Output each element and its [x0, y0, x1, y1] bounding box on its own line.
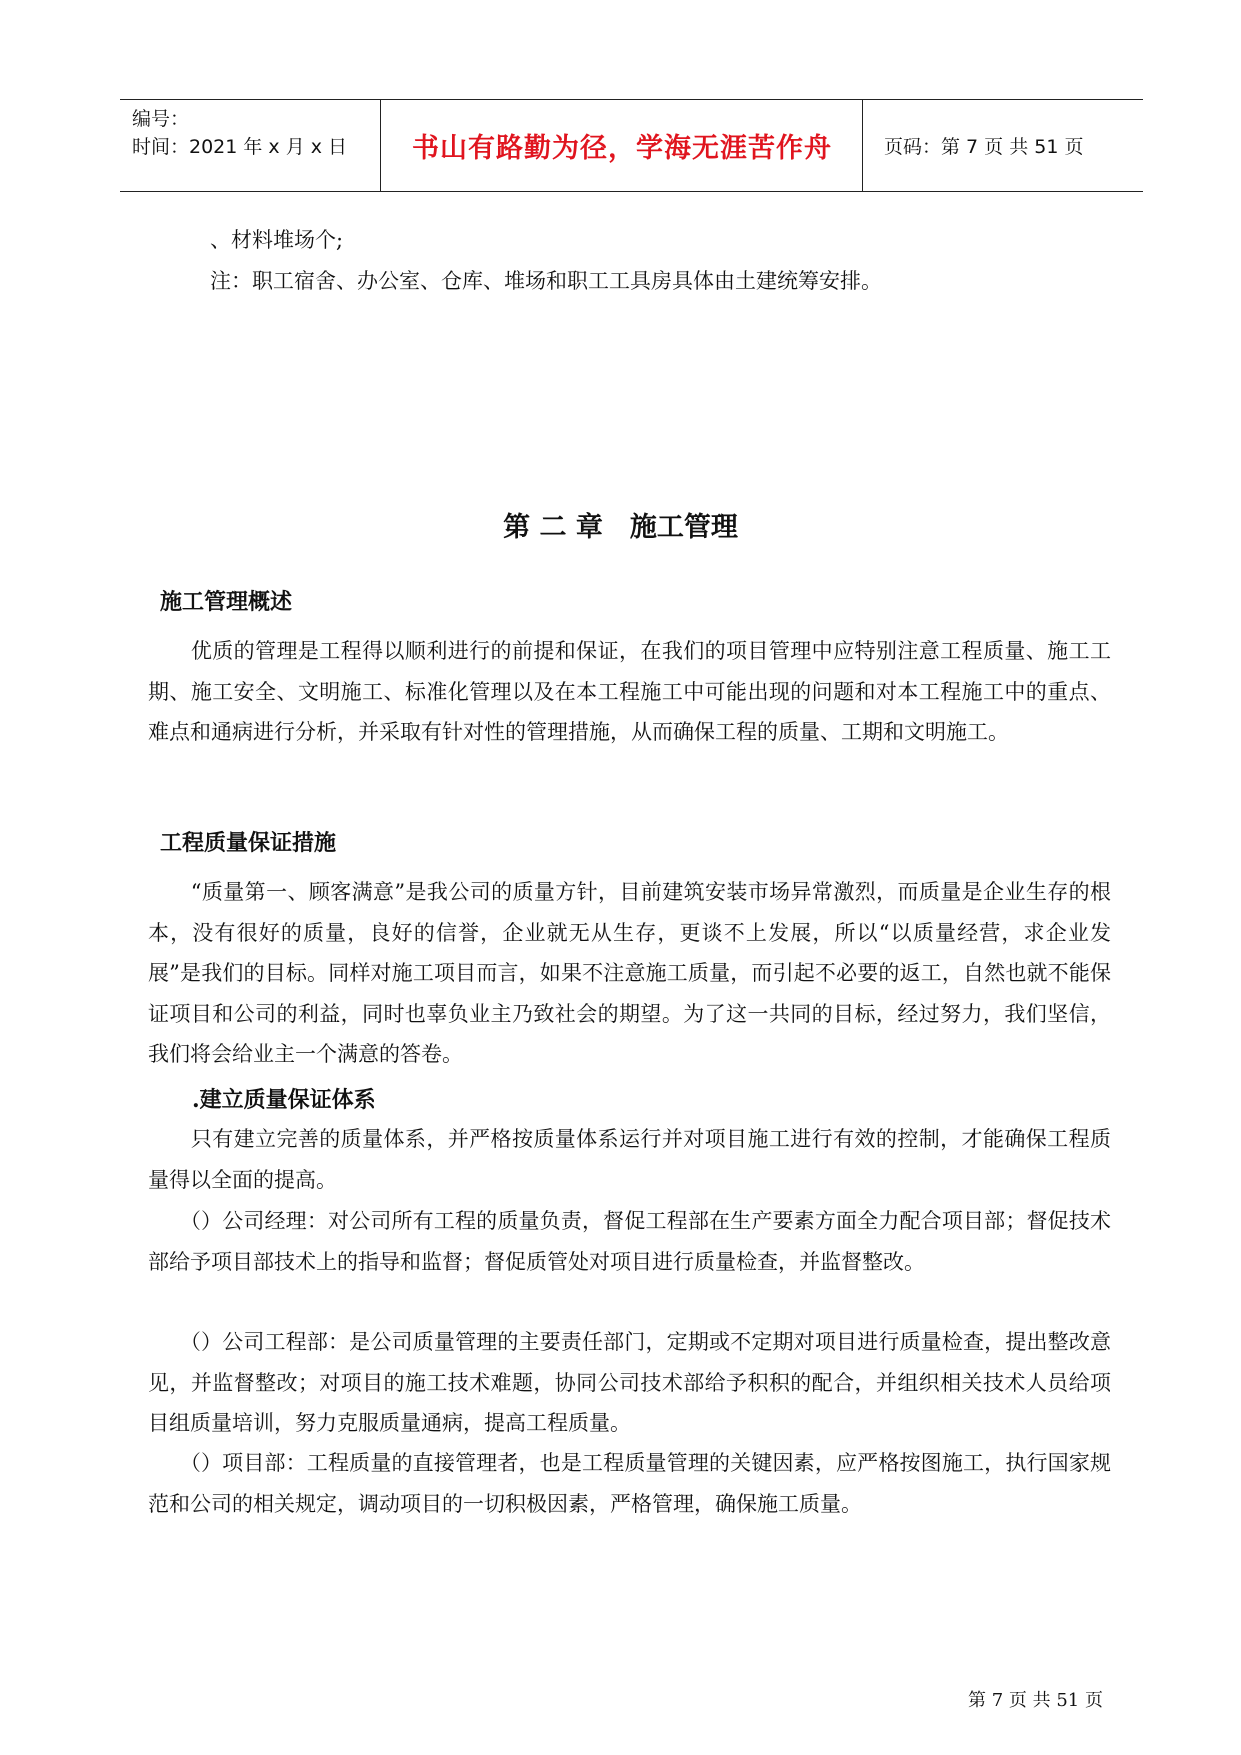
header-meta — [120, 100, 380, 191]
section-heading: 施工管理概述 — [160, 590, 293, 615]
time-label: 时间：2021 年 x 月 x 日 — [132, 136, 348, 158]
intro-note: 注：职工宿舍、办公室、仓库、堆场和职工工具房具体由土建统筹安排。 — [210, 269, 882, 293]
list-item: （）公司工程部：是公司质量管理的主要责任部门，定期或不定期对项目进行质量检查，提出整改意见，并监督整改；对项目的施工技术难题，协同公司技术部给予积积的配合，并组织相关技术人员给项目组质量培训，努力克服质量通病，提高工程质量。 — [148, 1330, 1111, 1435]
section-paragraph: 优质的管理是工程得以顺利进行的前提和保证，在我们的项目管理中应特别注意工程质量、施工工期、施工安全、文明施工、标准化管理以及在本工程施工中可能出现的问题和对本工程施工中的重点、难点和通病进行分析，并采取有针对性的管理措施，从而确保工程的质量、工期和文明施工。 — [148, 639, 1111, 744]
subsection-heading: .建立质量保证体系 — [192, 1087, 376, 1113]
list-item: （）项目部：工程质量的直接管理者，也是工程质量管理的关键因素，应严格按图施工，执行国家规范和公司的相关规定，调动项目的一切积极因素，严格管理，确保施工质量。 — [148, 1451, 1111, 1516]
header-divider — [380, 100, 381, 191]
section-paragraph: “质量第一、顾客满意”是我公司的质量方针，目前建筑安装市场异常激烈，而质量是企业生存的根本，没有很好的质量，良好的信誉，企业就无从生存，更谈不上发展，所以“以质量经营，求企业发展”是我们的目标。同样对施工项目而言，如果不注意施工质量，而引起不必要的返工，自然也就不能保证项目和公司的利益，同时也辜负业主乃致社会的期望。为了这一共同的目标，经过努力，我们坚信，我们将会给业主一个满意的答卷。 — [148, 880, 1111, 1066]
header-page-info: 页码：第 7 页 共 51 页 — [884, 136, 1084, 158]
subsection-paragraph: 只有建立完善的质量体系，并严格按质量体系运行并对项目施工进行有效的控制，才能确保工程质量得以全面的提高。 — [148, 1127, 1111, 1192]
page-footer: 第 7 页 共 51 页 — [968, 1690, 1103, 1711]
chapter-title: 第 二 章 施工管理 — [503, 512, 738, 543]
number-label: 编号： — [132, 108, 190, 130]
page-header — [120, 99, 1143, 192]
list-item: （）公司经理：对公司所有工程的质量负责，督促工程部在生产要素方面全力配合项目部；督促技术部给予项目部技术上的指导和监督；督促质管处对项目进行质量检查，并监督整改。 — [148, 1209, 1111, 1274]
header-divider — [862, 100, 863, 191]
section-heading: 工程质量保证措施 — [160, 831, 337, 856]
intro-line: 、材料堆场个; — [210, 228, 344, 252]
header-motto: 书山有路勤为径，学海无涯苦作舟 — [412, 133, 832, 164]
